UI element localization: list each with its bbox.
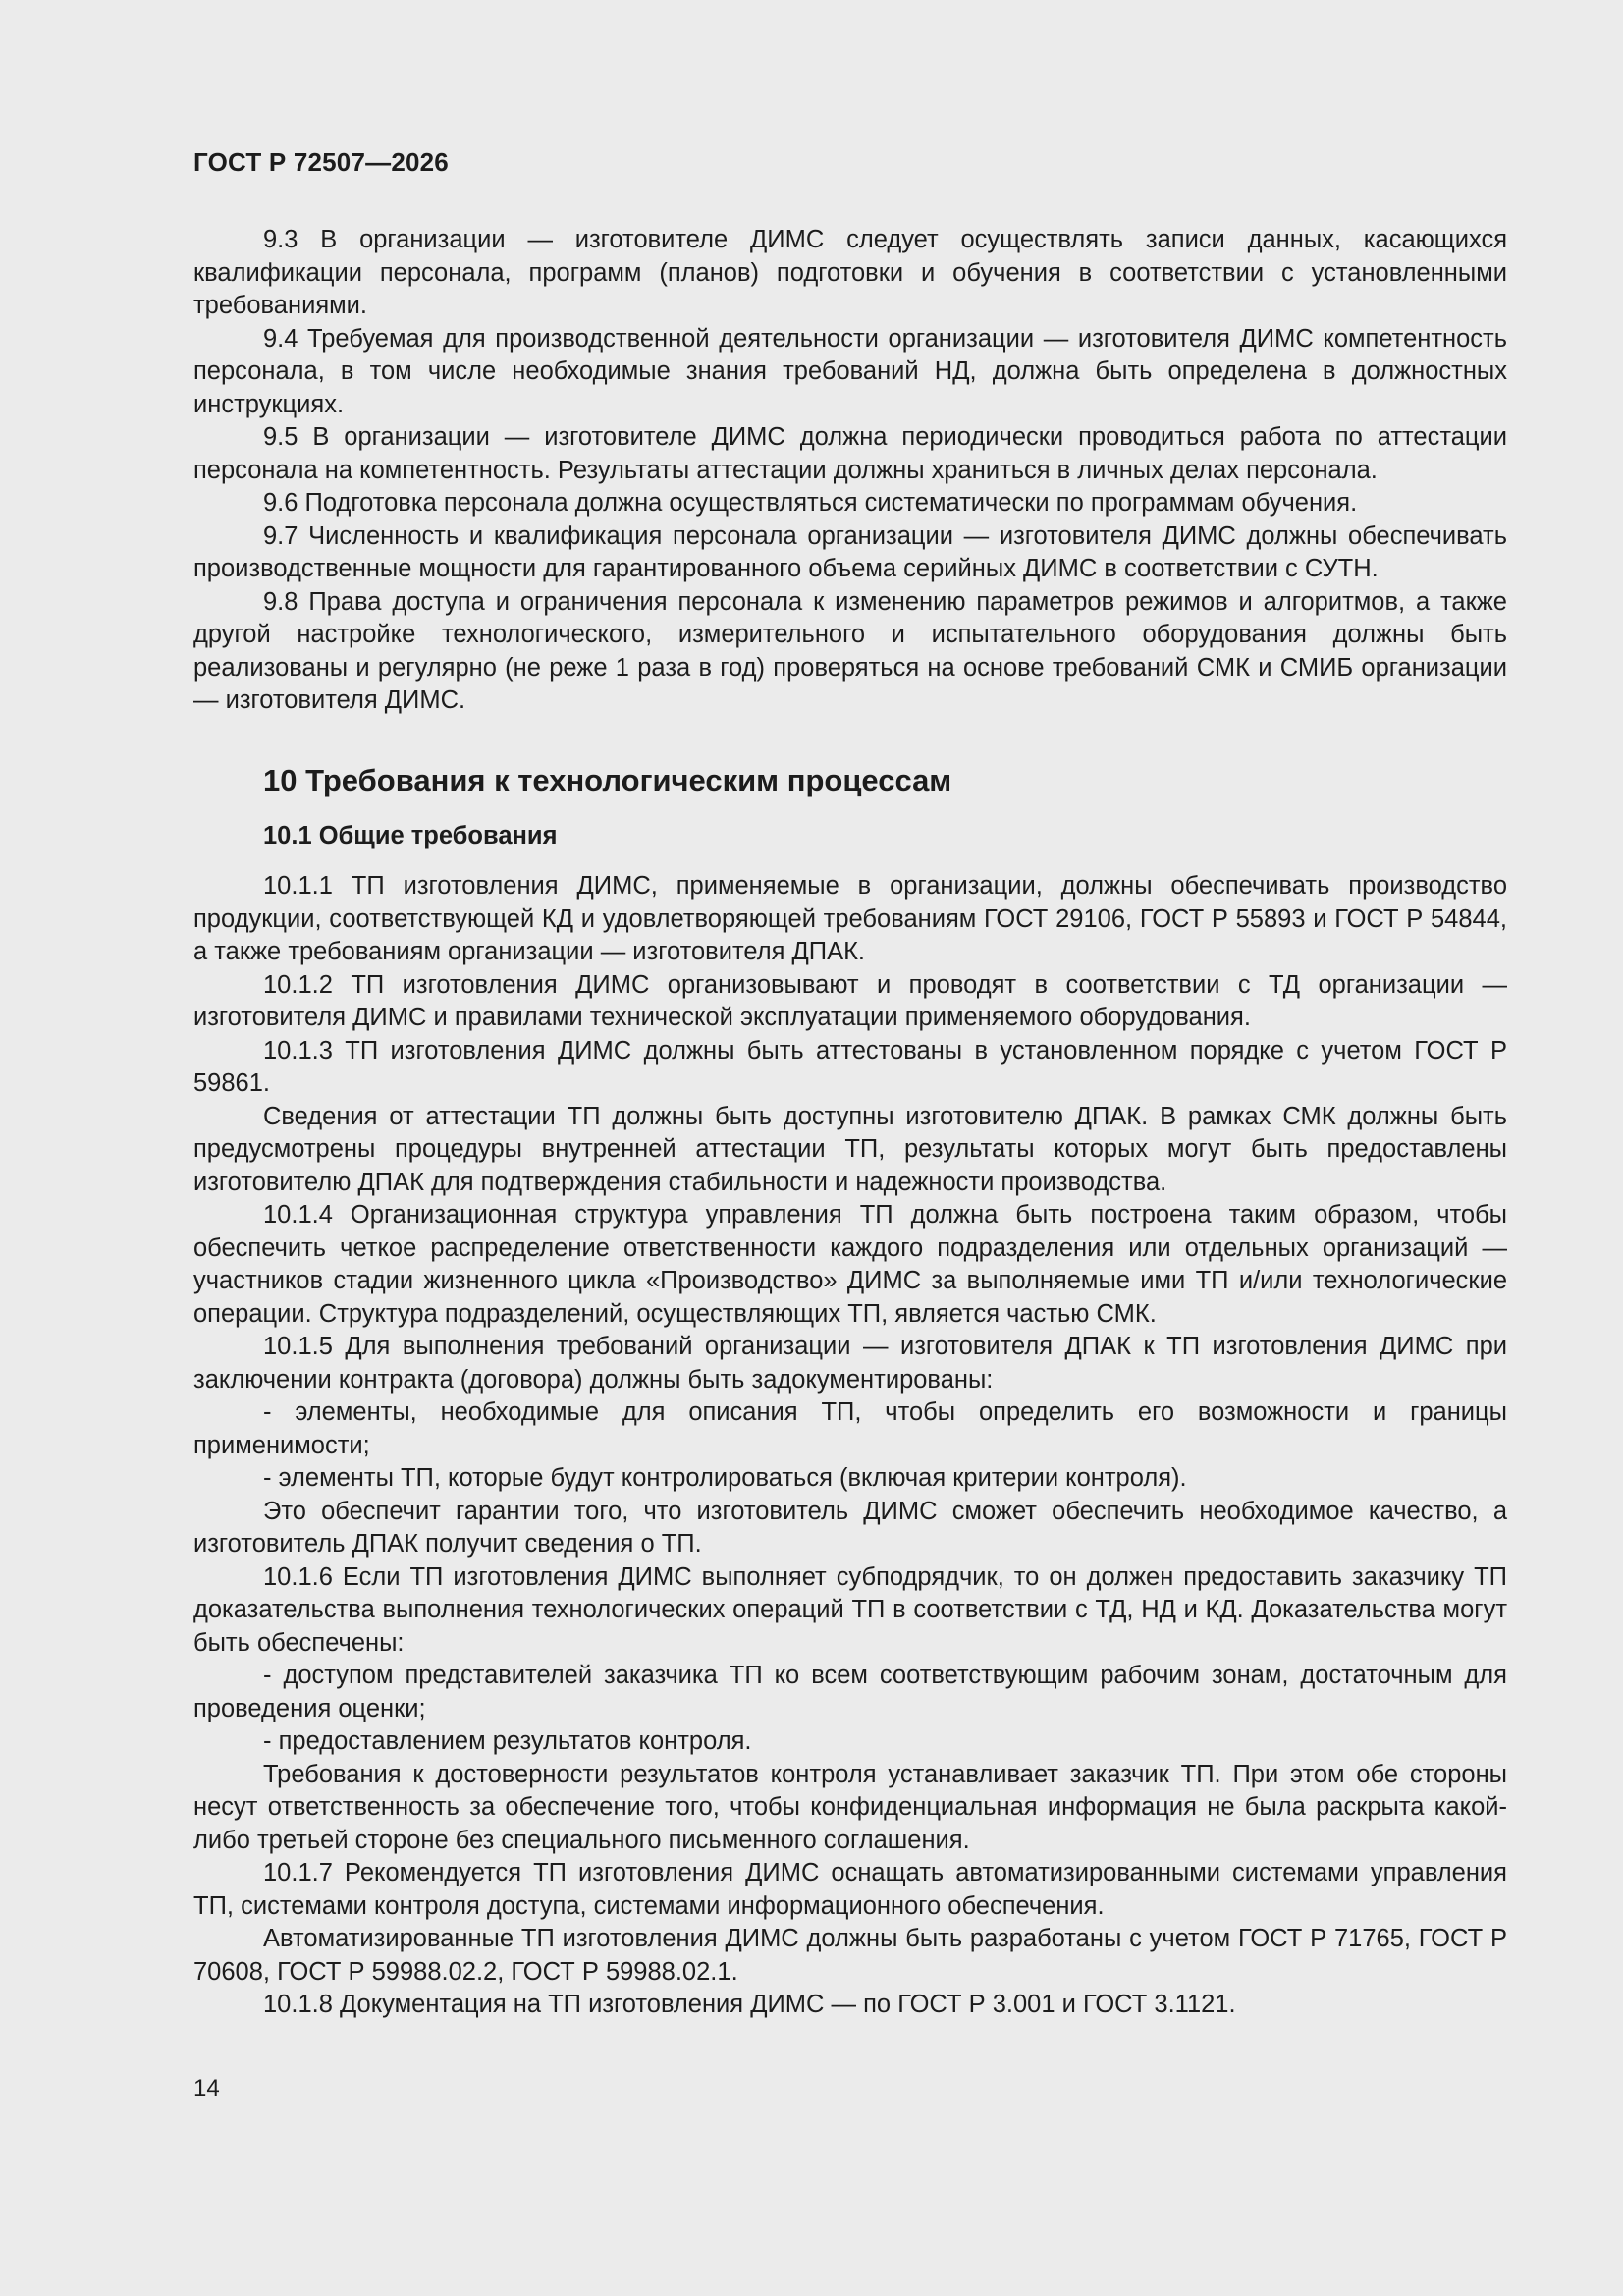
paragraph-automated-tp: Автоматизированные ТП изготовления ДИМС должны быть разработаны с учетом ГОСТ Р 71765, ГОСТ Р 70608, ГОСТ Р 59988.02.2, ГОСТ Р 59988.02.1. bbox=[193, 1925, 1507, 1986]
paragraph-9-7: 9.7 Численность и квалификация персонала организации — изготовителя ДИМС должны обеспечивать производственные мощности для гарантированного объема серийных ДИМС в соответствии с СУТН. bbox=[193, 521, 1507, 582]
paragraph-10-1-4: 10.1.4 Организационная структура управления ТП должна быть построена таким образом, чтобы обеспечить четкое распределение ответственности каждого подразделения или отдельных организаций — участников стадии жизненного цикла «Производство» ДИМС за выполняемые ими ТП и/или технологические операции. Структура подразделений, осуществляющих ТП, является частью СМК. bbox=[193, 1201, 1507, 1328]
paragraph-9-6: 9.6 Подготовка персонала должна осуществляться систематически по программам обучения. bbox=[263, 489, 1358, 517]
paragraph-10-1-1: 10.1.1 ТП изготовления ДИМС, применяемые в организации, должны обеспечивать производство продукции, соответствующей КД и удовлетворяющей требованиям ГОСТ 29106, ГОСТ Р 55893 и ГОСТ Р 54844, а также требованиям организации — изготовителя ДПАК. bbox=[193, 872, 1507, 965]
list-item: - доступом представителей заказчика ТП ко всем соответствующим рабочим зонам, достаточным для проведения оценки; bbox=[193, 1662, 1507, 1722]
list-item: - элементы, необходимые для описания ТП, чтобы определить его возможности и границы применимости; bbox=[193, 1398, 1507, 1459]
paragraph-9-4: 9.4 Требуемая для производственной деятельности организации — изготовителя ДИМС компетентность персонала, в том числе необходимые знания требований НД, должна быть определена в должностных инструкциях. bbox=[193, 324, 1507, 418]
page-number: 14 bbox=[193, 2075, 220, 2102]
paragraph-10-1-3: 10.1.3 ТП изготовления ДИМС должны быть аттестованы в установленном порядке с учетом ГОСТ Р 59861. bbox=[193, 1036, 1507, 1097]
paragraph-attestation-info: Сведения от аттестации ТП должны быть доступны изготовителю ДПАК. В рамках СМК должны быть предусмотрены процедуры внутренней аттестации ТП, результаты которых могут быть предоставлены изготовителю ДПАК для подтверждения стабильности и надежности производства. bbox=[193, 1102, 1507, 1196]
paragraph-10-1-5: 10.1.5 Для выполнения требований организации — изготовителя ДПАК к ТП изготовления ДИМС при заключении контракта (договора) должны быть задокументированы: bbox=[193, 1333, 1507, 1394]
document-code: ГОСТ Р 72507—2026 bbox=[193, 147, 449, 177]
paragraph-9-3: 9.3 В организации — изготовителе ДИМС следует осуществлять записи данных, касающихся квалификации персонала, программ (планов) подготовки и обучения в соответствии с установленными требованиями. bbox=[193, 226, 1507, 319]
list-item: - предоставлением результатов контроля. bbox=[263, 1727, 752, 1755]
page-content bbox=[193, 224, 1507, 2022]
list-item: - элементы ТП, которые будут контролироваться (включая критерии контроля). bbox=[263, 1464, 1187, 1492]
paragraph-9-5: 9.5 В организации — изготовителе ДИМС должна периодически проводиться работа по аттестации персонала на компетентность. Результаты аттестации должны храниться в личных делах персонала. bbox=[193, 423, 1507, 484]
paragraph-10-1-6: 10.1.6 Если ТП изготовления ДИМС выполняет субподрядчик, то он должен предоставить заказчику ТП доказательства выполнения технологических операций ТП в соответствии с ТД, НД и КД. Доказательства могут быть обеспечены: bbox=[193, 1562, 1507, 1657]
paragraph-10-1-7: 10.1.7 Рекомендуется ТП изготовления ДИМС оснащать автоматизированными системами управления ТП, системами контроля доступа, системами информационного обеспечения. bbox=[193, 1859, 1507, 1920]
paragraph-confidentiality: Требования к достоверности результатов контроля устанавливает заказчик ТП. При этом обе стороны несут ответственность за обеспечение того, чтобы конфиденциальная информация не была раскрыта какой-либо третьей стороне без специального письменного соглашения. bbox=[193, 1760, 1507, 1854]
paragraph-10-1-2: 10.1.2 ТП изготовления ДИМС организовывают и проводят в соответствии с ТД организации — изготовителя ДИМС и правилами технической эксплуатации применяемого оборудования. bbox=[193, 970, 1507, 1031]
paragraph-10-1-8: 10.1.8 Документация на ТП изготовления ДИМС — по ГОСТ Р 3.001 и ГОСТ 3.1121. bbox=[263, 1991, 1236, 2018]
subsection-10-1-heading: 10.1 Общие требования bbox=[263, 821, 558, 849]
section-10-heading: 10 Требования к технологическим процессам bbox=[263, 762, 952, 797]
paragraph-9-8: 9.8 Права доступа и ограничения персонала к изменению параметров режимов и алгоритмов, а также другой настройке технологического, измерительного и испытательного оборудования должны быть реализованы и регулярно (не реже 1 раза в год) проверяться на основе требований СМК и СМИБ организации — изготовителя ДИМС. bbox=[193, 587, 1507, 714]
paragraph-quality-guarantee: Это обеспечит гарантии того, что изготовитель ДИМС сможет обеспечить необходимое качество, а изготовитель ДПАК получит сведения о ТП. bbox=[193, 1497, 1507, 1558]
